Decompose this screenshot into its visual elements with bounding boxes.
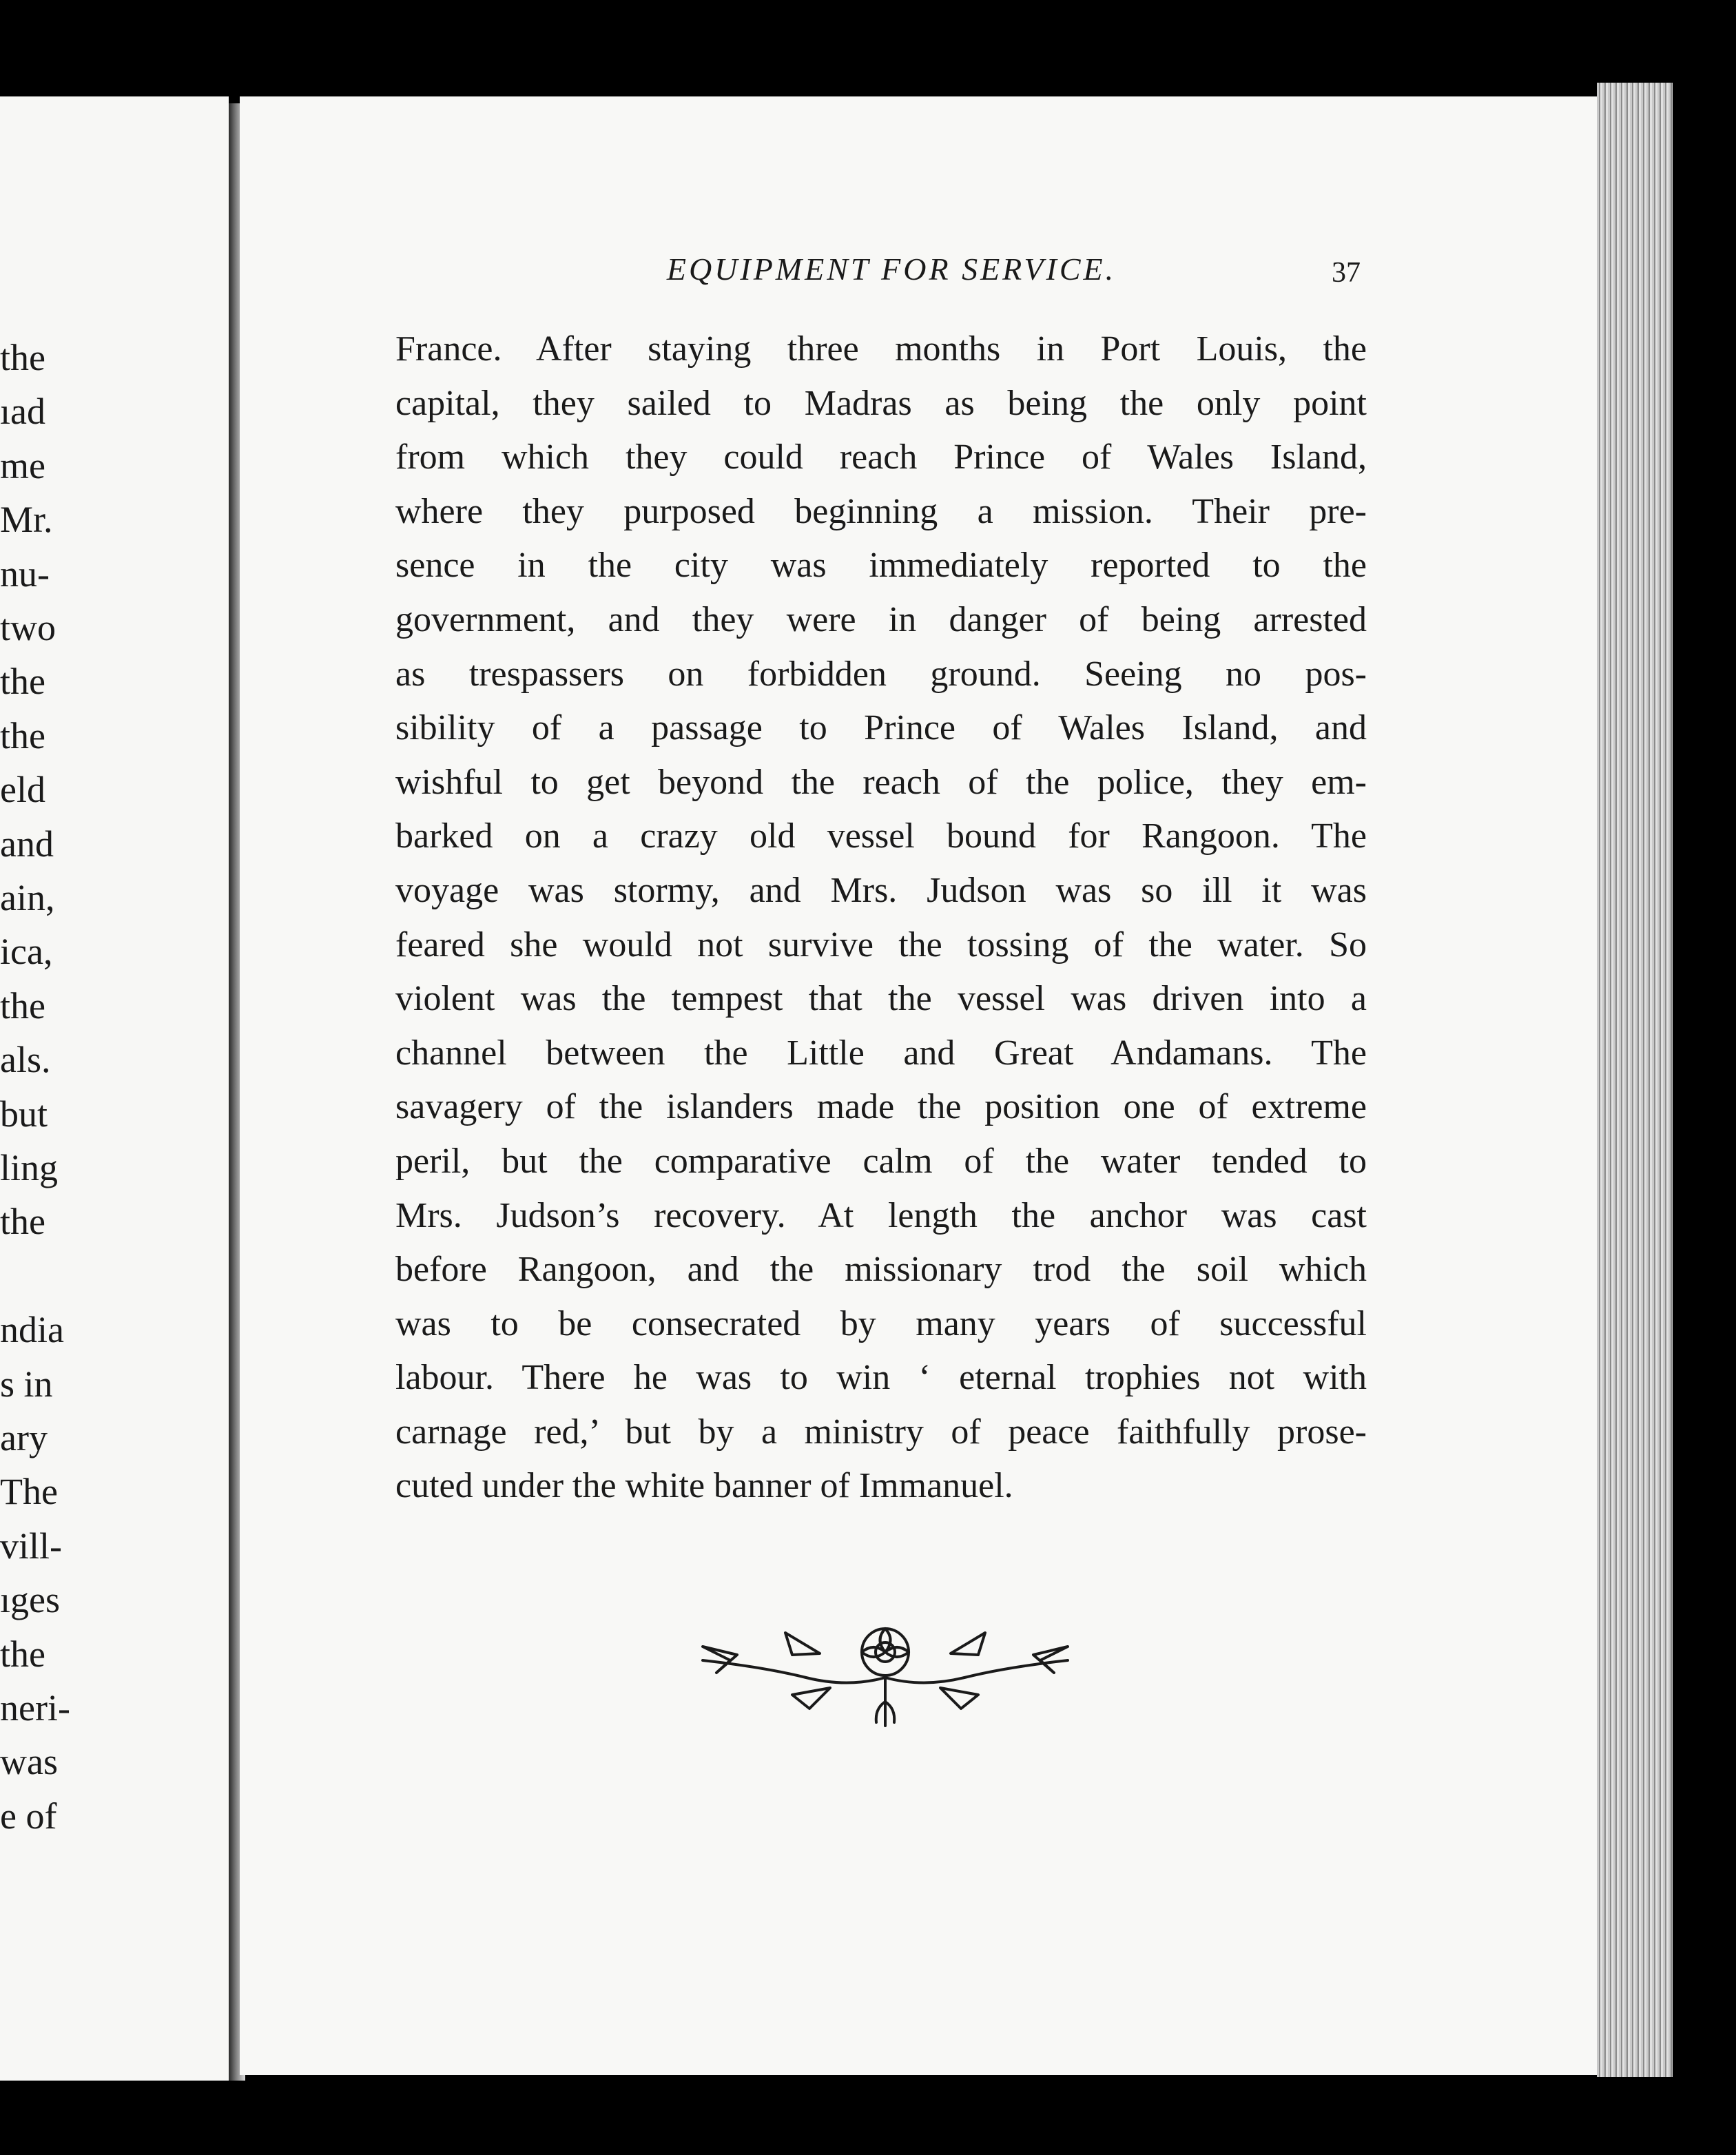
text-line: from which they could reach Prince of Wales Island, xyxy=(395,437,1367,477)
text-line: where they purposed beginning a mission. Their pre- xyxy=(395,491,1367,531)
page-number: 37 xyxy=(1332,257,1361,289)
previous-page-line: the xyxy=(0,1201,45,1243)
previous-page-line: Mr. xyxy=(0,499,53,541)
text-line: France. After staying three months in Port Louis, the xyxy=(395,329,1367,369)
previous-page-line: eld xyxy=(0,769,45,811)
previous-page-line: ica, xyxy=(0,931,53,973)
text-line: feared she would not survive the tossing of the water. So xyxy=(395,925,1367,965)
text-line: peril, but the comparative calm of the water tended to xyxy=(395,1141,1367,1181)
previous-page-line: ling xyxy=(0,1147,59,1188)
text-line: was to be consecrated by many years of successful xyxy=(395,1303,1367,1343)
page-edges xyxy=(1597,83,1673,2077)
text-line: sibility of a passage to Prince of Wales Island, and xyxy=(395,708,1367,748)
previous-page-line: and xyxy=(0,823,54,865)
text-line: violent was the tempest that the vessel was driven into a xyxy=(395,979,1367,1019)
previous-page-line: nu- xyxy=(0,553,50,595)
previous-page-text xyxy=(0,96,229,2081)
previous-page-line: the xyxy=(0,714,45,756)
text-line: labour. There he was to win ‘ eternal trophies not with xyxy=(395,1358,1367,1398)
body-text xyxy=(395,322,1367,1514)
text-line: capital, they sailed to Madras as being the only point xyxy=(395,383,1367,423)
previous-page-line: ndia xyxy=(0,1309,64,1351)
previous-page-line: e of xyxy=(0,1795,57,1837)
previous-page-line: the xyxy=(0,337,45,378)
text-line: barked on a crazy old vessel bound for Rangoon. The xyxy=(395,816,1367,856)
previous-page-line: me xyxy=(0,444,45,486)
previous-page-line: the xyxy=(0,661,45,703)
previous-page-line: neri- xyxy=(0,1687,70,1729)
running-head: EQUIPMENT FOR SERVICE. xyxy=(666,251,1117,287)
previous-page-line: the xyxy=(0,1633,45,1675)
text-line: government, and they were in danger of being arrested xyxy=(395,599,1367,639)
previous-page-line: als. xyxy=(0,1039,51,1081)
text-line: Mrs. Judson’s recovery. At length the anchor was cast xyxy=(395,1195,1367,1235)
text-line: carnage red,’ but by a ministry of peace faithfully prose- xyxy=(395,1412,1367,1452)
previous-page-line: ıad xyxy=(0,391,45,433)
text-line: as trespassers on forbidden ground. Seeing no pos- xyxy=(395,654,1367,694)
previous-page-line: vill- xyxy=(0,1525,62,1567)
previous-page-line: but xyxy=(0,1093,48,1135)
previous-page-line: The xyxy=(0,1471,58,1513)
previous-page-line: two xyxy=(0,607,56,648)
previous-page-line: s in xyxy=(0,1363,53,1405)
text-line: before Rangoon, and the missionary trod the soil which xyxy=(395,1250,1367,1290)
text-line: wishful to get beyond the reach of the police, they em- xyxy=(395,762,1367,802)
previous-page-fragment xyxy=(0,96,229,2081)
text-line: voyage was stormy, and Mrs. Judson was so ill it was xyxy=(395,870,1367,910)
text-line: savagery of the islanders made the position one of extreme xyxy=(395,1087,1367,1127)
previous-page-line: the xyxy=(0,984,45,1027)
text-line: cuted under the white banner of Immanuel. xyxy=(395,1466,1013,1506)
floral-ornament-icon xyxy=(689,1612,1082,1736)
previous-page-line: ıges xyxy=(0,1579,60,1621)
text-line: sence in the city was immediately reported to the xyxy=(395,546,1367,586)
text-line: channel between the Little and Great Andamans. The xyxy=(395,1033,1367,1073)
previous-page-line: ary xyxy=(0,1417,48,1458)
previous-page-line: was xyxy=(0,1741,58,1783)
previous-page-line: ain, xyxy=(0,877,55,918)
